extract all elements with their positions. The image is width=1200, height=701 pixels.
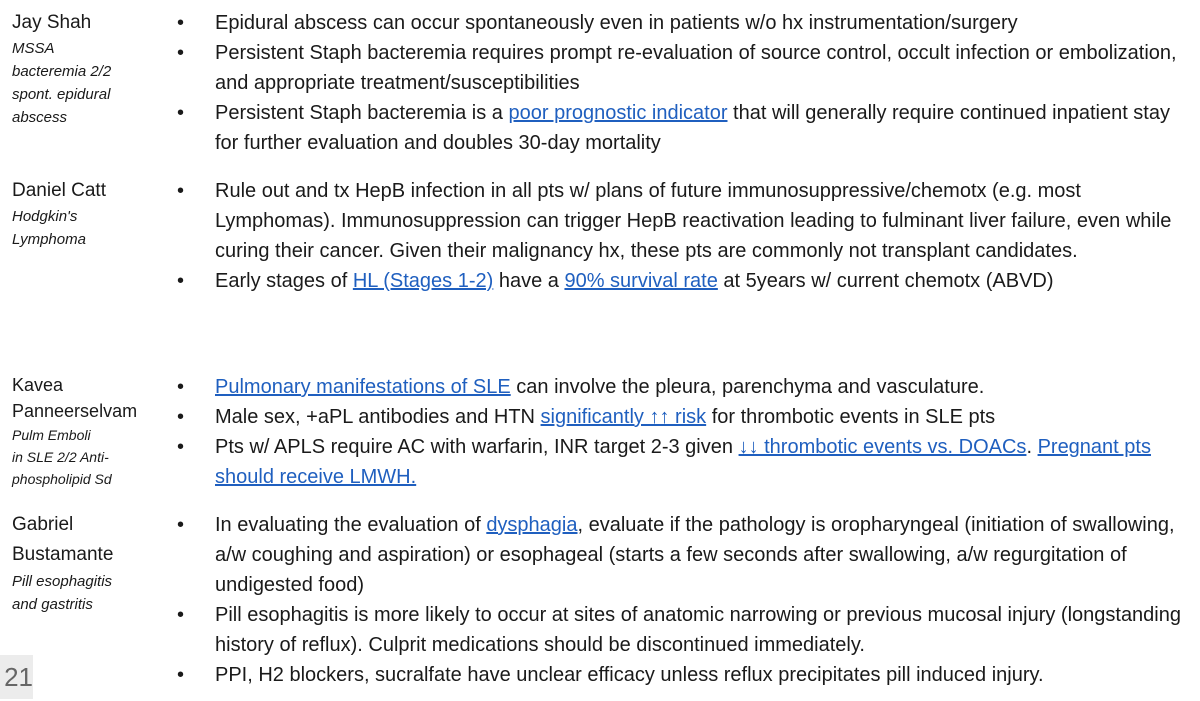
case-subtitle-line: in SLE 2/2 Anti- — [12, 449, 109, 465]
bullet-text: Pill esophagitis is more likely to occur at sites of anatomic narrowing or previous mucosal injury (longstanding history of reflux). Culprit medications should be discontinued immediately. — [215, 604, 1181, 656]
bullet-icon: • — [177, 12, 185, 34]
bullet-item — [177, 176, 1187, 266]
bullet-text: , evaluate if the pathology is oropharyngeal (initiation of swallowing, a/w coughing and aspiration) or esophageal (starts a few seconds after swallowing, a/w regurgitation of undigested food) — [215, 514, 1175, 596]
bullet-text: Persistent Staph bacteremia is a — [215, 102, 509, 124]
bullet-list — [177, 372, 1187, 492]
bullet-icon: • — [177, 664, 185, 686]
case-subtitle-line: and gastritis — [12, 596, 93, 613]
case-subtitle-line: abscess — [12, 109, 68, 126]
bullet-item — [177, 510, 1187, 600]
bullet-icon: • — [177, 406, 185, 428]
bullet-text: In evaluating the evaluation of — [215, 514, 487, 536]
link-thrombotic-events[interactable]: ↓↓ thrombotic events vs. DOACs — [738, 436, 1027, 458]
case-subtitle-line: phospholipid Sd — [12, 471, 112, 487]
presenter-name: Daniel Catt — [12, 180, 106, 201]
bullet-text: Persistent Staph bacteremia requires prompt re-evaluation of source control, occult infection or embolization, and appropriate treatment/susceptibilities — [215, 42, 1177, 94]
bullet-text: Early stages of — [215, 270, 353, 292]
bullet-item — [177, 402, 1187, 432]
bullet-item — [177, 660, 1187, 690]
bullet-item — [177, 600, 1187, 660]
link-pulmonary-manifestations[interactable]: Pulmonary manifestations of SLE — [215, 376, 511, 398]
bullet-text: Rule out and tx HepB infection in all pts w/ plans of future immunosuppressive/chemotx (e.g. most Lymphomas). Immunosuppression can trigger HepB reactivation leading to fulminant liver failure, even while curing their cancer. Given their malignancy hx, these pts are commonly not transplant candidates. — [215, 180, 1172, 262]
bullet-icon: • — [177, 102, 185, 124]
bullet-text: Male sex, +aPL antibodies and HTN — [215, 406, 541, 428]
bullet-list — [177, 510, 1187, 690]
presenter-name: Gabriel Bustamante — [12, 514, 114, 565]
link-significantly-risk[interactable]: significantly ↑↑ risk — [540, 406, 707, 428]
link-pregnant-lmwh[interactable]: Pregnant pts should receive LMWH. — [215, 436, 1151, 488]
page-number: 21 — [0, 655, 33, 699]
bullet-icon: • — [177, 604, 185, 626]
bullet-icon: • — [177, 270, 185, 292]
bullet-icon: • — [177, 42, 185, 64]
bullet-text: . — [1026, 436, 1038, 458]
case-subtitle-line: Pulm Emboli — [12, 427, 91, 443]
bullet-item — [177, 38, 1187, 98]
bullet-text: can involve the pleura, parenchyma and vasculature. — [510, 376, 985, 398]
bullet-text: Pts w/ APLS require AC with warfarin, INR target 2-3 given — [215, 436, 739, 458]
bullet-text: have a — [493, 270, 565, 292]
bullet-icon: • — [177, 436, 185, 458]
case-subtitle-line: bacteremia 2/2 — [12, 63, 112, 80]
bullet-item — [177, 266, 1187, 296]
bullet-text: for thrombotic events in SLE pts — [706, 406, 996, 428]
bullet-icon: • — [177, 514, 185, 536]
link-poor-prognostic-indicator[interactable]: poor prognostic indicator — [508, 102, 728, 124]
bullet-list — [177, 8, 1187, 158]
presenter-name: Kavea Panneerselvam — [12, 375, 138, 421]
bullet-item — [177, 8, 1187, 38]
case-subtitle-line: Pill esophagitis — [12, 573, 113, 590]
bullet-item — [177, 372, 1187, 402]
link-dysphagia[interactable]: dysphagia — [486, 514, 578, 536]
bullet-item — [177, 98, 1187, 158]
case-subtitle-line: Lymphoma — [12, 231, 86, 248]
bullet-icon: • — [177, 180, 185, 202]
presenter-name: Jay Shah — [12, 12, 92, 33]
link-hl-stages[interactable]: HL (Stages 1-2) — [352, 270, 494, 292]
bullet-list — [177, 176, 1187, 296]
bullet-icon: • — [177, 376, 185, 398]
link-survival-rate[interactable]: 90% survival rate — [564, 270, 718, 292]
bullet-text: at 5years w/ current chemotx (ABVD) — [717, 270, 1054, 292]
case-subtitle-line: Hodgkin's — [12, 208, 78, 225]
case-subtitle-line: MSSA — [12, 40, 55, 57]
case-subtitle-line: spont. epidural — [12, 86, 111, 103]
bullet-text: PPI, H2 blockers, sucralfate have unclear efficacy unless reflux precipitates pill induced injury. — [215, 664, 1044, 686]
bullet-text: that will generally require continued inpatient stay for further evaluation and doubles 30-day mortality — [215, 102, 1170, 154]
bullet-text: Epidural abscess can occur spontaneously even in patients w/o hx instrumentation/surgery — [215, 12, 1018, 34]
bullet-item — [177, 432, 1187, 492]
